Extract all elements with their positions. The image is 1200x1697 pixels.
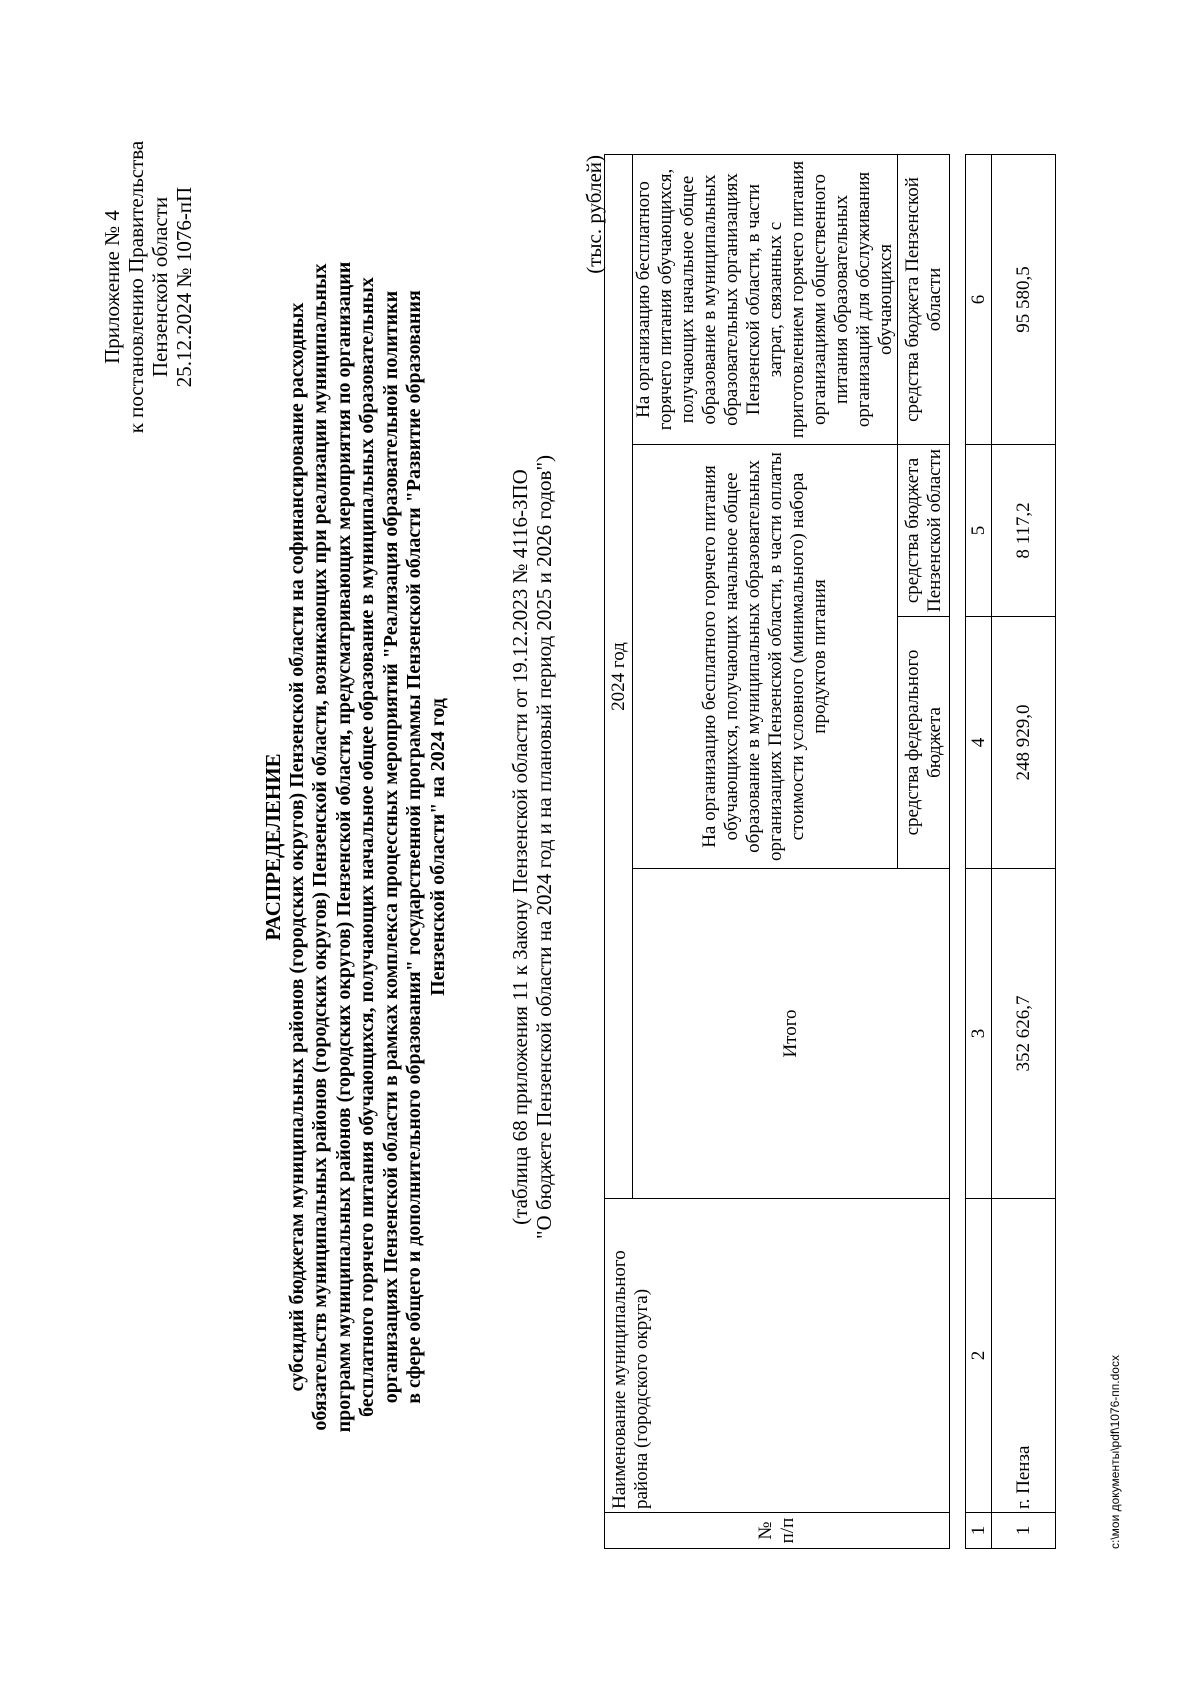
regional-budget-b-header: средства бюджета Пензенской области	[898, 154, 950, 444]
document-title	[262, 147, 450, 1547]
subtitle-line: (таблица 68 приложения 11 к Закону Пензенской области от 19.12.2023 № 4116-ЗПО	[508, 469, 532, 1225]
approval-date: 25.12.2024 № 1076-пП	[172, 186, 196, 388]
column-number: 1	[966, 1513, 992, 1549]
title-line: в сфере общего и дополнительного образования" государственной программы Пензенской области "Развитие образования	[403, 290, 425, 1404]
table-header	[604, 154, 950, 1549]
column-number: 2	[966, 1199, 992, 1513]
row-federal: 248 929,0	[992, 617, 1056, 869]
row-no: 1	[992, 1513, 1056, 1549]
approval-line: к постановлению Правительства	[124, 140, 148, 434]
approval-line: Пензенской области	[148, 196, 172, 378]
title-heading: РАСПРЕДЕЛЕНИЕ	[261, 753, 285, 941]
title-line: организациях Пензенской области в рамках комплекса процессных мероприятий "Реализация образовательной политики	[379, 290, 402, 1404]
row-total: 352 626,7	[992, 869, 1056, 1199]
title-line: обязательств муниципальных районов (городских округов) Пензенской области, возникающих при реализации муниципальных	[309, 263, 331, 1431]
approval-line: Приложение № 4	[100, 210, 124, 364]
col-no-header: № п/п	[605, 1513, 950, 1549]
file-path-footer: c:\мои документы\pdf\1076-пп.docx	[1108, 1355, 1122, 1549]
row-name: г. Пенза	[992, 1199, 1056, 1513]
total-header: Итого	[633, 869, 950, 1199]
row-regional-b: 95 580,5	[992, 155, 1056, 445]
column-number: 4	[966, 617, 992, 869]
column-number: 3	[966, 869, 992, 1199]
regional-budget-a-header: средства бюджета Пензенской области	[898, 445, 950, 617]
table-row	[992, 155, 1056, 1549]
column-number: 6	[966, 155, 992, 445]
title-line: программ муниципальных районов (городских округов) Пензенской области, предусматривающих мероприятия по организации	[332, 261, 355, 1433]
col-name-header: Наименование муниципального района (городского округа)	[605, 1199, 950, 1513]
row-regional-a: 8 117,2	[992, 445, 1056, 617]
subtitle-line: "О бюджете Пензенской области на 2024 год и на плановый период 2025 и 2026 годов")	[532, 454, 556, 1240]
column-numbers-row	[966, 155, 992, 1549]
title-line: бесплатного горячего питания обучающихся, получающих начальное общее образование в муниципальных образовательных	[356, 277, 378, 1417]
title-line: субсидий бюджетам муниципальных районов (городских округов) Пензенской области на софинансирование расходных	[285, 302, 308, 1392]
units-label: (тыс. рублей)	[582, 155, 606, 274]
table-body	[965, 154, 1056, 1549]
subtitle	[508, 297, 556, 1397]
federal-budget-header: средства федерального бюджета	[898, 617, 950, 869]
group-b-header: На организацию бесплатного горячего питания обучающихся, получающих начальное общее образование в муниципальных образовательных организациях Пензенской области, в части затрат, связанных с приготовлением горячего питания организациями общественного питания образовательных организаций для обслуживания обучающихся	[633, 154, 898, 444]
approval-stamp	[100, 117, 196, 457]
title-line: Пензенской области" на 2024 год	[426, 698, 449, 996]
column-number: 5	[966, 445, 992, 617]
year-header: 2024 год	[605, 154, 633, 1198]
group-a-header: На организацию бесплатного горячего питания обучающихся, получающих начальное общее образование в муниципальных образовательных организациях Пензенской области, в части оплаты стоимости условного (минимального) набора продуктов питания	[633, 445, 898, 869]
